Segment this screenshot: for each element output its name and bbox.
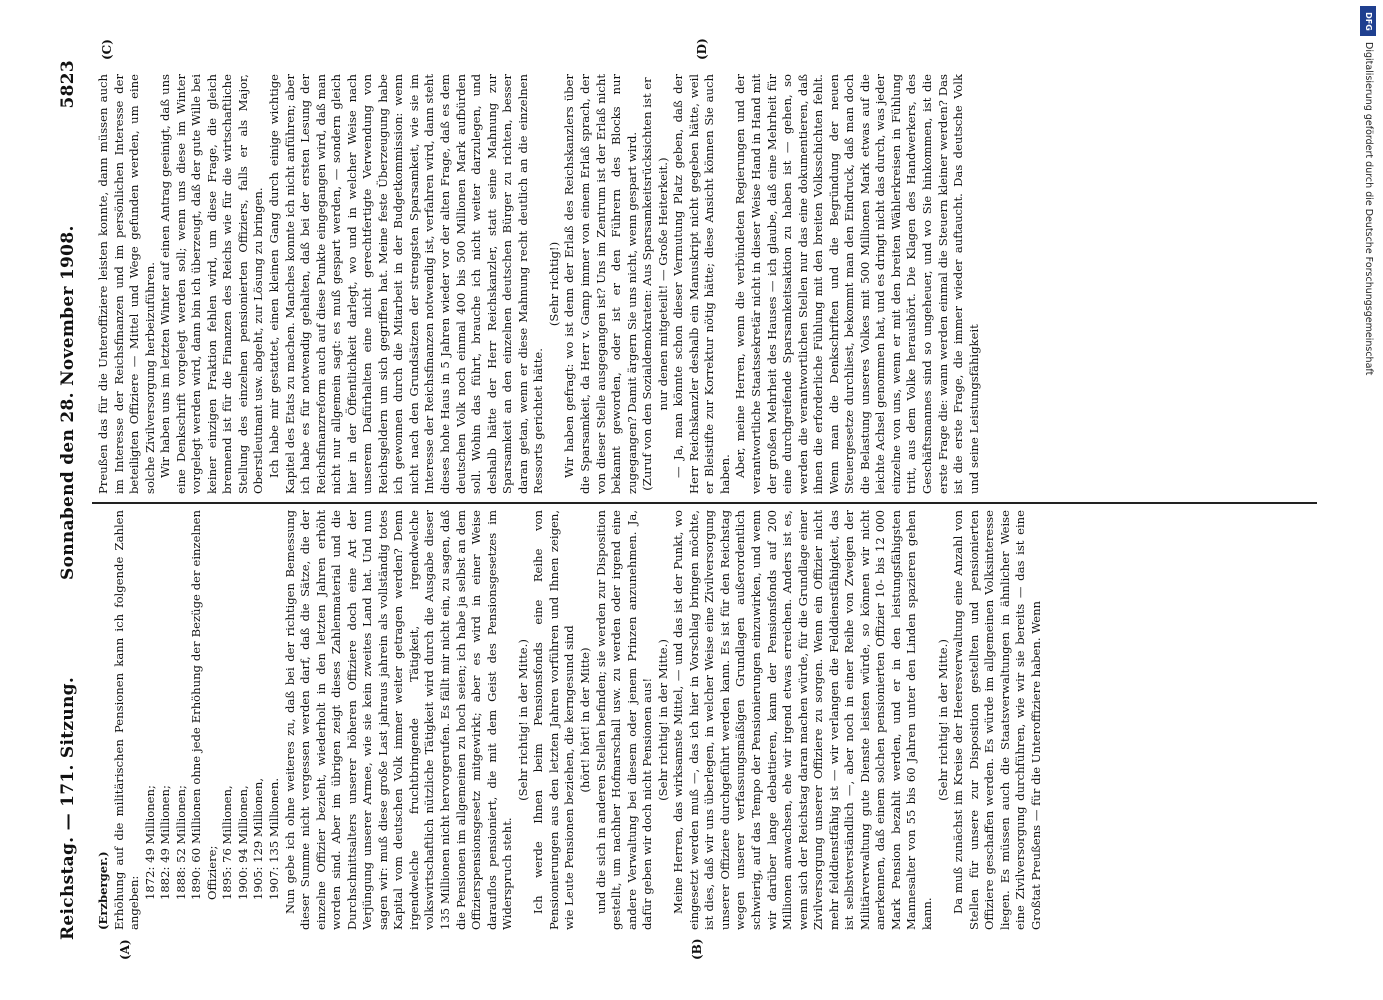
paragraph: Meine Herren, das wirksamste Mittel, — und das ist der Punkt, wo eingesetzt werden muß —, das ich hier in Vorschlag bringen möchte, ist dies, daß wir uns überlegen, in welcher Weise eine Zivilversorgung unserer Offiziere durchgeführt werden kann. Es ist für den Reichstag wegen unserer verfassungsmäßigen Grundlagen außerordentlich schwierig, auf das Tempo der Pensionierungen einzuwirken, und wenn wir darüber lange debattieren, kann der Pensionsfonds auf 200 Millionen anwachsen, ehe wir irgend etwas erreichen. Anders ist es, wenn sich der Reichstag daran machen würde, für die Grundlage einer Zivilversorgung unserer Offiziere zu sorgen. Wenn ein Offizier nicht mehr felddienstfähig ist — wir verlangen die Felddienstfähigkeit, das ist selbstverständlich —, aber noch in einer Reihe von Zweigen der Militärverwaltung gute Dienste leisten würde, so können wir nicht anerkennen, daß einem solchen pensionierten Offizier 10- bis 12 000 Mark Pension bezahlt werden, und er in den leistungsfähigsten Mannesalter von 55 bis 60 Jahren unter den Linden spazieren gehen kann. [671, 510, 934, 930]
stat-row: 1895: 76 Millionen, [220, 785, 235, 900]
funding-notice-text: Digitalisierung gefördert durch die Deutsche Forschungsgemeinschaft [1363, 42, 1374, 376]
text-column-right [96, 74, 1316, 494]
paragraph: Aber, meine Herren, wenn die verbündeten Regierungen und der verantwortliche Staatssekretär nicht in dieser Weise Hand in Hand mit der großen Mehrheit des Hauses — ich glaube, daß eine Mehrheit für eine durchgreifende Sparsamkeitsaktion zu haben ist — gehen, so werden die verantwortlichen Stellen nur das eine dokumentieren, daß ihnen die erforderliche Fühlung mit den breiten Volksschichten fehlt. Wenn man die Denkschriften und die Begründung der neuen Steuergesetze durchliest, bekommt man den Eindruck, daß man doch die Belastung unseres Volkes mit 500 Millionen Mark etwas auf die leichte Achsel genommen hat, und es dringt nicht das durch, was jeder einzelne von uns, wenn er mit den breiten Wählerkreisen in Fühlung tritt, aus dem Volke heraushört. Die Klagen des Handwerkers, des Geschäftsmannes sind so ungeheuer, und wo Sie hinkommen, ist die erste Frage die: wann werden einmal die Steuern kleiner werden? Das ist die erste Frage, die immer wieder auftaucht. Das deutsche Volk und seine Leistungsfähigkeit [733, 74, 981, 494]
stat-row: 1905: 129 Millionen, [251, 777, 266, 900]
interjection: (Zuruf von den Sozialdemokraten: Aus Sparsamkeitsrücksichten ist er nur denen mitgeteilt! — Große Heiterkeit.) [640, 77, 670, 491]
dfg-logo: DFG [1360, 6, 1376, 36]
interjection: (hört! hört! in der Mitte) [577, 647, 592, 793]
paragraph: — Ja, man könnte schon dieser Vermutung Platz geben, daß der Herr Reichskanzler deshalb ein Manuskript nicht gegeben hätte, weil er Bleistifte zur Korrektur nötig hätte; diese Ansicht können Sie auch haben. [671, 74, 732, 494]
stat-row: 1888: 52 Millionen; [173, 785, 188, 900]
paragraph: Wir haben gefragt: wo ist denn der Erlaß des Reichskanzlers über die Sparsamkeit, da Herr v. Gamp immer von einem Erlaß sprach, der von dieser Stelle ausgegangen ist? Uns im Zentrum ist der Erlaß nicht bekannt geworden, oder ist er den Führern des Blocks nur zugegangen? Damit ärgern Sie uns nicht, wenn gespart wird. [562, 74, 639, 494]
stat-row: 1882: 49 Millionen; [158, 785, 173, 900]
paragraph: Preußen das für die Unteroffiziere leisten konnte, dann müssen auch im Interesse der Reichsfinanzen und im persönlichen Interesse der beteiligten Offiziere — Mittel und Wege gefunden werden, um eine solche Zivilversorgung herbeizuführen. [96, 74, 157, 494]
margin-mark-d: (D) [695, 38, 709, 60]
header-session: Reichstag. — 171. Sitzung. [58, 676, 78, 940]
paragraph: Da muß zunächst im Kreise der Heeresverwaltung eine Anzahl von Stellen für unsere zur Disposition gestellten und pensionierten Offiziere geschaffen werden. Es würde im allgemeinen Volksinteresse liegen. Es müssen auch die Staatsverwaltungen in ähnlicher Weise eine Zivilversorgung durchführen, wie wir sie bereits — das ist eine Großtat Preußens — für die Unteroffiziere haben. Wenn [951, 510, 1043, 930]
pension-stats-early [143, 510, 221, 900]
page-header [58, 60, 84, 940]
digitization-sidebar [1360, 6, 1376, 994]
stat-row: 1907: 135 Millionen. [267, 777, 282, 900]
margin-mark-c: (C) [100, 39, 114, 60]
header-date: Sonnabend den 28. November 1908. [58, 225, 78, 580]
speaker-name: (Erzberger.) [96, 851, 110, 930]
text-column-left [96, 510, 1316, 930]
paragraph: Ich werde Ihnen beim Pensionsfonds eine Reihe von Pensionierungen aus den letzten Jahren vorführen und Ihnen zeigen, wie Leute Pensionen beziehen, die kerngesund sind [531, 510, 577, 930]
paragraph: Erhöhung auf die militärischen Pensionen kann ich folgende Zahlen angeben: [111, 510, 142, 930]
funding-notice [1360, 42, 1376, 642]
interjection: (Sehr richtig! in der Mitte.) [515, 639, 530, 801]
stat-row: 1872: 49 Millionen; [142, 785, 157, 900]
margin-mark-a: (A) [118, 939, 132, 960]
stat-row: 1900: 94 Millionen, [235, 785, 250, 900]
margin-mark-b: (B) [690, 938, 704, 960]
interjection: (Sehr richtig! in der Mitte.) [935, 639, 950, 801]
paragraph: Wir haben uns im letzten Winter auf einen Antrag geeinigt, daß uns eine Denkschrift vorgelegt werden soll; wenn uns diese im Winter vorgelegt werden wird, dann bin ich überzeugt, daß der gute Wille bei keiner einzigen Fraktion fehlen wird, um diese Frage, die gleich brennend ist für die Finanzen des Reichs wie für die wirtschaftliche Stellung des einzelnen pensionierten Offiziers, falls er als Major, Oberstleutnant usw. abgeht, zur Lösung zu bringen. [158, 74, 266, 494]
column-divider [92, 502, 1317, 504]
interjection: (Sehr richtig!) [546, 241, 561, 327]
paragraph: Ich habe mir gestattet, einen kleinen Gang durch einige wichtige Kapitel des Etats zu machen. Manches konnte ich nicht anführen; aber ich habe es für notwendig gehalten, daß bei der ersten Lesung der Reichsfinanzreform auch auf diese Punkte eingegangen wird, daß man nicht nur allgemein sagt: es muß gespart werden, — sondern gleich hier in der Öffentlichkeit darlegt, wo und in welcher Weise nach unserem Dafürhalten eine nicht gerechtfertigte Verwendung von Reichsgeldern um sich gegriffen hat. Meine feste Überzeugung habe ich gewonnen durch die Mitarbeit in der Budgetkommission: wenn nicht nach den Grundsätzen der strengsten Sparsamkeit, wie sie im Interesse der Reichsfinanzen notwendig ist, verfahren wird, dann steht dieses hohe Haus in 5 Jahren wieder vor der alten Frage, daß es dem deutschen Volk noch einmal 400 bis 500 Millionen Mark aufbürden soll. Wohin das führt, brauche ich nicht weiter darzulegen, und deshalb hätte der Herr Reichskanzler, statt seine Mahnung zur Sparsamkeit an den einzelnen deutschen Bürger zu richten, besser daran getan, wenn er diese Mahnung recht deutlich an die einzelnen Ressorts gerichtet hätte. [267, 74, 546, 494]
pension-stats-late [220, 510, 282, 900]
interjection: (Sehr richtig! in der Mitte.) [655, 639, 670, 801]
paragraph: Nun gebe ich ohne weiteres zu, daß bei der richtigen Bemessung dieser Summe nicht vergessen werden darf, daß die Sätze, die der einzelne Offizier bezieht, wiederholt in den letzten Jahren erhöht worden sind. Aber im übrigen zeigt dieses Zahlenmaterial und die Durchschnittsalters unserer höheren Offiziere doch eine Art der Verjüngung unserer Armee, wie sie kein zweites Land hat. Und nun sagen wir: muß diese große Last jahraus jahrein als vollständig totes Kapital vom deutschen Volk immer weiter getragen werden? Denn irgendwelche fruchtbringende Tätigkeit, irgendwelche volkswirtschaftlich nützliche Tätigkeit wird durch die Ausgabe dieser 135 Millionen nicht hervorgerufen. Es fällt mir nicht ein, zu sagen, daß die Pensionen im allgemeinen zu hoch seien; ich habe ja selbst an dem Offizierspensionsgesetz mitgewirkt; aber es wird in einer Weise darauflos pensioniert, die mit dem Geist des Pensionsgesetzes im Widerspruch steht. [282, 510, 515, 930]
paragraph: und die sich in anderen Stellen befinden; sie werden zur Disposition gestellt, um nachher Hofmarschall usw. zu werden oder irgend eine andere Verwaltung bei diesem oder jenem Prinzen anzunehmen. Ja, dafür geben wir doch nicht Pensionen aus! [593, 510, 655, 930]
page-number: 5823 [58, 60, 78, 109]
stat-row: 1890: 60 Millionen ohne jede Erhöhung der Bezüge der einzelnen Offiziere; [189, 510, 219, 900]
